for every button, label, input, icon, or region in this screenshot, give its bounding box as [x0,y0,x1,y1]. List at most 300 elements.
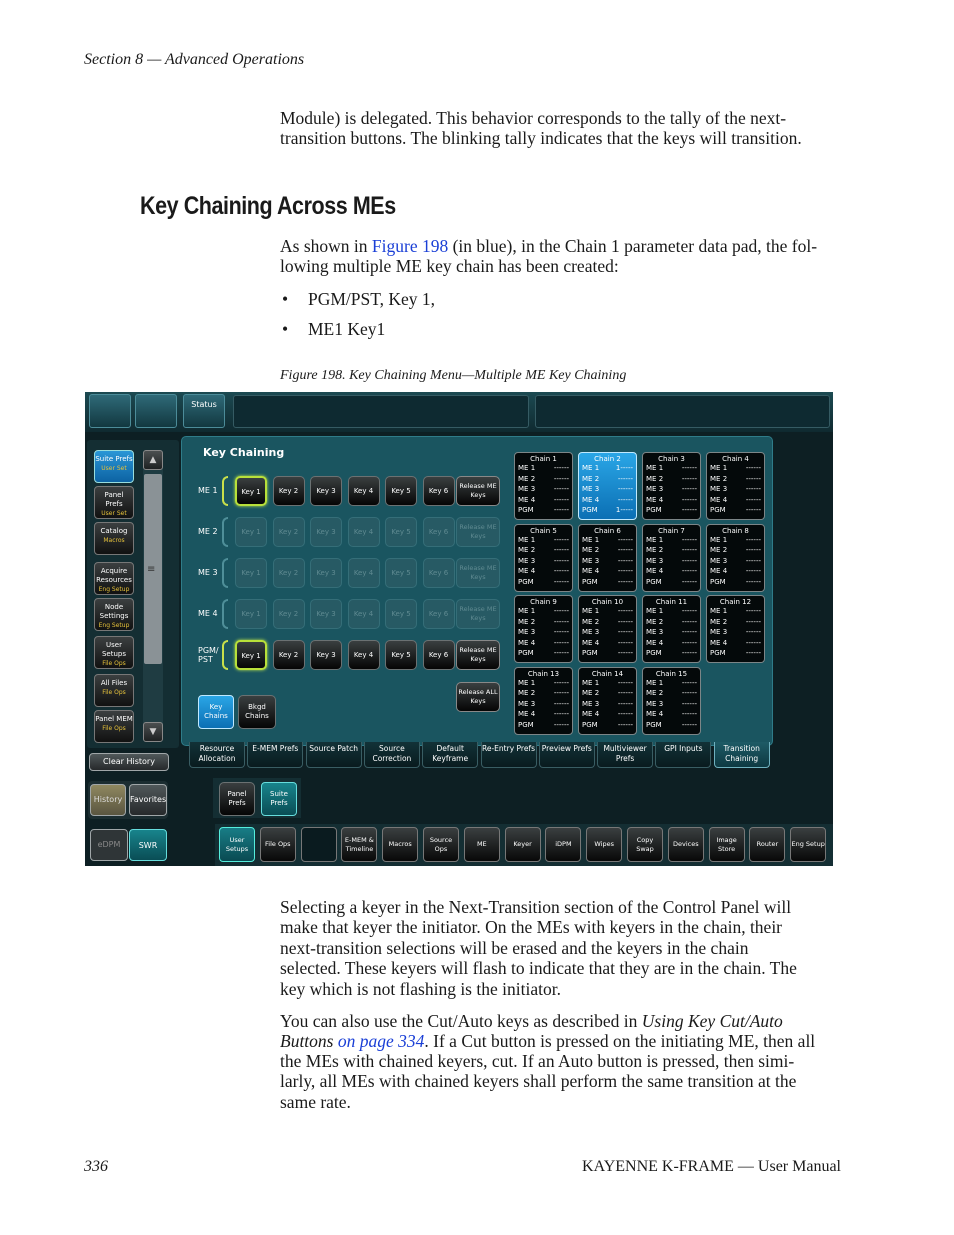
settings-tab[interactable]: GPI Inputs [655,742,711,768]
chain-row-value: ------ [745,556,761,565]
chain-row-label: ME 1 [646,535,664,544]
history-button-4[interactable] [94,562,134,595]
chain-row [518,699,569,710]
chain-row-label: ME 3 [646,699,664,708]
key-button[interactable]: Key 2 [273,599,305,629]
key-chains-button[interactable]: Key Chains [198,695,234,729]
chain-title: Chain 11 [655,598,688,606]
chain-row-value: ------ [617,535,633,544]
bottom-button[interactable]: Keyer [505,827,541,862]
chain-row [518,688,569,699]
chain-row-value: ------ [745,628,761,636]
key-button[interactable]: Key 4 [348,517,380,547]
key-button[interactable]: Key 3 [310,517,342,547]
chain-pad[interactable] [706,524,765,592]
chain-title: Chain 13 [527,669,560,678]
chain-row-label: PGM [710,577,726,586]
settings-tab[interactable]: Multiviewer Prefs [597,742,653,768]
chain-title: Chain 4 [722,455,749,463]
chain-title: Chain 15 [655,669,688,678]
chain-title: Chain 14 [591,669,624,678]
chain-row-value: ------ [745,617,761,626]
key-button[interactable]: Key 6 [423,476,455,506]
chain-row-value: ------ [681,546,697,554]
footer-page-number: 336 [84,1158,108,1175]
chain-title: Chain 5 [530,526,557,535]
key-button[interactable]: Key 5 [385,640,417,670]
chain-row-value: ------ [617,474,633,483]
key-button[interactable]: Key 3 [310,599,342,629]
chain-row-value: ------ [681,689,697,697]
grip-icon: ≡ [147,564,156,575]
chain-row-label: ME 3 [646,485,664,493]
chain-row-value: ------ [617,678,633,687]
chain-row-value: ------ [553,699,569,708]
para3-l1-pre: You can also use the Cut/Auto keys as described in [280,1011,642,1031]
bullet-1: PGM/PST, Key 1, [308,289,436,309]
chain-pad[interactable] [578,595,637,663]
history-button-8[interactable] [94,710,134,743]
para3-line: the MEs with chained keyers, cut. If an Auto button is pressed, then simi- [280,1051,795,1071]
chain-pad[interactable] [706,452,765,520]
chain-row [646,474,697,485]
bottom-button[interactable]: Router [749,827,785,862]
para2-line: key which is not flashing is the initiator. [280,978,561,999]
chain-row-label: ME 2 [582,546,600,554]
chain-row-label: PGM [646,577,662,586]
chain-pad[interactable] [514,595,573,663]
key-button[interactable]: Key 3 [310,558,342,588]
chain-row-label: PGM [582,720,598,729]
bottom-button[interactable]: iDPM [545,827,581,862]
chain-row-label: ME 3 [710,556,728,565]
chain-row [646,709,697,720]
bkgd-chains-button[interactable]: Bkgd Chains [238,695,276,729]
release-me-keys-button[interactable]: Release ME Keys [456,517,500,547]
chain-pad[interactable] [514,667,573,735]
chain-row-value: ------ [745,464,761,472]
bottom-button[interactable]: Eng Setup [790,827,826,862]
top-button-2[interactable] [135,394,177,428]
chain-row [518,545,569,556]
settings-tab[interactable]: Transition Chaining [714,742,770,768]
history-button-label: Catalog [100,527,128,535]
chain-row-value: ------ [553,506,569,514]
chain-row-label: ME 1 [518,678,536,687]
chain-row [710,495,761,506]
history-button-sub: Eng Setup [98,586,130,593]
chain-row-label: ME 4 [518,567,536,575]
chain-row-label: ME 2 [518,617,536,626]
chain-row-value: ------ [745,535,761,544]
key-button[interactable]: Key 2 [273,476,305,506]
chain-row-value: ------ [681,535,697,544]
history-button-sub: Macros [103,537,125,544]
key-button[interactable]: Key 1 [235,476,267,506]
chain-row-value: ------ [553,649,569,657]
chain-row-label: PGM [710,649,726,657]
top-panel-right [535,395,830,428]
chain-row-value: ------ [553,495,569,504]
settings-tab[interactable]: Re-Entry Prefs [481,742,537,768]
key-button[interactable]: Key 6 [423,558,455,588]
figure-caption: Figure 198. Key Chaining Menu—Multiple ME Key Chaining [280,368,627,383]
chain-row-value: ------ [617,699,633,708]
chain-pad[interactable] [706,595,765,663]
bottom-button[interactable]: Source Ops [423,827,459,862]
chain-row-value: ------ [745,485,761,493]
chain-row-value: ------ [681,628,697,636]
chain-row-label: ME 2 [646,617,664,626]
key-button[interactable]: Key 3 [310,640,342,670]
chain-row-label: ME 4 [518,710,536,718]
chain-title: Chain 7 [658,526,685,535]
chain-row [518,484,569,495]
chain-pad[interactable] [578,667,637,735]
chain-row-label: ME 1 [646,678,664,687]
chain-row-value: ------ [681,577,697,586]
chain-row-label: ME 2 [710,617,728,626]
chain-title: Chain 1 [530,455,557,463]
chain-row-label: ME 2 [646,689,664,697]
para3-line: same rate. [280,1091,351,1112]
chain-row-label: PGM [710,506,726,514]
chain-row [646,699,697,710]
bottom-button[interactable]: Macros [382,827,418,862]
chain-row [582,535,633,546]
key-button[interactable]: Key 1 [235,517,267,547]
status-button[interactable]: Status [183,394,225,428]
chain-row-label: ME 3 [582,556,600,565]
chain-row-value: ------ [617,567,633,575]
release-me-keys-button[interactable]: Release ME Keys [456,640,500,670]
key-button[interactable]: Key 2 [273,558,305,588]
chain-row-value: 1----- [615,506,633,514]
top-button-1[interactable] [89,394,131,428]
chain-row-label: ME 4 [710,495,728,504]
chain-row [518,627,569,638]
chain-row-value: ------ [553,720,569,729]
key-button[interactable]: Key 6 [423,640,455,670]
chain-row-label: ME 4 [582,495,600,504]
bottom-button[interactable]: File Ops [260,827,296,862]
chain-row [582,709,633,720]
bottom-button[interactable]: Wipes [586,827,622,862]
chain-row-value: ------ [553,474,569,483]
chain-row [582,617,633,628]
chain-row [646,484,697,495]
chain-row-value: ------ [681,495,697,504]
section-heading: Key Chaining Across MEs [140,192,396,220]
chain-row-value: ------ [617,617,633,626]
bottom-button[interactable]: User Setups [219,827,255,862]
chain-row [582,688,633,699]
chain-row-label: ME 1 [518,464,536,472]
chain-row-value: ------ [617,485,633,493]
bottom-button[interactable]: Devices [668,827,704,862]
history-button-7[interactable] [94,674,134,707]
chain-row-label: PGM [646,506,662,514]
chain-row-label: ME 3 [582,485,600,493]
history-button-sub: User Set [101,465,127,472]
para3-l2-post: . If a Cut button is pressed on the initiating ME, then all [424,1031,816,1051]
suite-prefs-button[interactable]: Suite Prefs [261,782,297,816]
history-button-1[interactable] [94,450,134,483]
settings-tab[interactable]: Resource Allocation [189,742,245,768]
chain-row-value: ------ [617,577,633,586]
chain-row-value: ------ [553,617,569,626]
chain-row [518,495,569,506]
chain-row-value: ------ [681,678,697,687]
me-row-bracket [222,476,228,506]
chain-row [582,577,633,588]
key-chaining-screenshot [85,392,833,866]
chain-row-label: ME 4 [646,710,664,718]
key-button[interactable]: Key 3 [310,476,342,506]
para2-line: selected. These keyers will flash to indicate that they are in the chain. The [280,958,797,979]
chain-pad[interactable] [514,524,573,592]
history-button-label: Suite Prefs [95,455,133,463]
chain-row-value: ------ [617,546,633,554]
chain-row [710,627,761,638]
chain-pad[interactable] [578,452,637,520]
chain-row [710,577,761,588]
bottom-button[interactable]: Copy Swap [627,827,663,862]
chain-row [646,648,697,659]
chain-row [646,638,697,649]
key-button[interactable]: Key 1 [235,599,267,629]
chain-row-label: ME 3 [646,628,664,636]
me-row-bracket [222,558,228,588]
chain-row [710,474,761,485]
chain-row-label: ME 3 [518,628,536,636]
chain-pad[interactable] [578,524,637,592]
chain-row [518,606,569,617]
history-button-sub: Eng Setup [98,622,130,629]
key-button[interactable]: Key 2 [273,517,305,547]
chain-row [518,617,569,628]
para2-line: next-transition selections will be erased and the keyers in the chain [280,937,749,958]
key-button[interactable]: Key 5 [385,599,417,629]
chain-row-value: ------ [745,607,761,615]
chain-row [582,699,633,710]
key-button[interactable]: Key 6 [423,599,455,629]
chain-row [646,627,697,638]
chain-row-value: ------ [553,535,569,544]
chain-row-label: ME 2 [518,689,536,697]
bottom-button[interactable]: Image Store [709,827,745,862]
chain-row-value: ------ [553,556,569,565]
key-button[interactable]: Key 1 [235,558,267,588]
chain-row [518,535,569,546]
chain-row [646,566,697,577]
history-button-sub: File Ops [102,689,126,696]
chain-row [646,688,697,699]
figure-link[interactable]: Figure 198 [371,236,449,256]
chain-row-label: PGM [582,506,598,514]
chain-row-label: ME 1 [710,535,728,544]
chain-row-value: ------ [617,638,633,647]
settings-tab[interactable]: Source Patch [306,742,362,768]
key-button[interactable]: Key 6 [423,517,455,547]
chain-row-label: PGM [646,649,662,657]
para3-line: larly, all MEs with chained keyers shall perform the same transition at the [280,1071,797,1092]
chain-row [710,566,761,577]
key-button[interactable]: Key 5 [385,517,417,547]
settings-tab[interactable]: Source Correction [364,742,420,768]
key-button[interactable]: Key 4 [348,599,380,629]
bottom-button[interactable] [301,827,337,862]
chain-row-label: ME 1 [582,464,600,472]
chain-pad[interactable] [514,452,573,520]
history-button-label: All Files [100,679,128,687]
release-me-keys-button[interactable]: Release ME Keys [456,558,500,588]
history-button[interactable]: History [90,784,126,816]
chain-row [710,617,761,628]
chain-pad[interactable] [642,595,701,663]
chain-row-value: ------ [553,678,569,687]
chain-row-label: ME 3 [518,699,536,708]
swr-button[interactable]: SWR [129,829,167,861]
chain-row [582,463,633,474]
chain-row [646,577,697,588]
release-me-keys-button[interactable]: Release ME Keys [456,476,500,506]
para3-line2 [280,1031,815,1052]
clear-history-button[interactable]: Clear History [89,753,169,771]
chain-row [710,648,761,659]
chain-title: Chain 3 [658,455,685,463]
key-button[interactable]: Key 4 [348,640,380,670]
settings-tab[interactable]: Default Keyframe [422,742,478,768]
chain-row-value: ------ [553,546,569,554]
key-button[interactable]: Key 4 [348,476,380,506]
key-button[interactable]: Key 5 [385,476,417,506]
chain-row [518,566,569,577]
chain-row-label: PGM [582,649,598,657]
bottom-button[interactable]: E-MEM & Timeline [341,827,377,862]
chain-row-value: ------ [553,485,569,493]
panel-title: Key Chaining [203,446,285,459]
chain-row-label: ME 4 [710,567,728,575]
chain-row-label: ME 1 [582,535,600,544]
key-button[interactable]: Key 1 [235,640,267,670]
edpm-button[interactable]: eDPM [90,829,128,861]
key-button[interactable]: Key 5 [385,558,417,588]
chain-row-label: PGM [646,720,662,729]
chain-row-value: ------ [681,464,697,472]
chain-row-value: ------ [617,628,633,636]
chain-row-label: PGM [518,577,534,586]
chain-row-label: ME 4 [582,710,600,718]
bullet-dot-1: • [282,289,289,309]
history-button-6[interactable] [94,636,134,669]
page-header: Section 8 — Advanced Operations [84,51,305,68]
chain-row [518,720,569,731]
chain-row-label: PGM [518,720,534,729]
chain-pad[interactable] [642,452,701,520]
history-button-label: Panel Prefs [104,491,124,508]
chain-row-label: ME 3 [518,556,536,565]
chain-row-label: ME 1 [710,607,728,615]
history-button-3[interactable] [94,522,134,555]
release-all-keys-button[interactable]: Release ALL Keys [456,682,500,712]
chain-row [582,495,633,506]
chain-row-value: ------ [681,699,697,708]
chain-title: Chain 6 [594,526,621,535]
history-button-label: Node Settings [99,603,129,620]
chain-row-label: ME 3 [582,628,600,636]
chain-row [710,606,761,617]
chain-row [582,648,633,659]
chain-row [518,474,569,485]
chain-row-label: ME 3 [710,485,728,493]
chain-row-label: ME 2 [710,546,728,554]
chain-row-value: ------ [681,607,697,615]
chain-title: Chain 10 [591,598,624,606]
para3-line1 [280,1011,783,1032]
favorites-button[interactable]: Favorites [129,784,167,816]
chain-row [646,606,697,617]
chain-row [518,463,569,474]
chain-row-value: ------ [681,720,697,729]
chain-row [710,556,761,567]
chain-row-label: ME 1 [646,464,664,472]
settings-tab[interactable]: E-MEM Prefs [247,742,303,768]
me-row-label: ME 1 [198,486,218,495]
page-link[interactable]: on page 334 [333,1031,425,1051]
chain-row-label: ME 4 [518,495,536,504]
history-button-2[interactable] [94,486,134,519]
chain-row-value: ------ [617,556,633,565]
scroll-down-icon[interactable]: ▼ [143,722,163,742]
panel-prefs-button[interactable]: Panel Prefs [219,782,255,816]
chain-row [582,474,633,485]
chain-row-value: ------ [553,628,569,636]
intro-line-1: Module) is delegated. This behavior corresponds to the tally of the next- [280,108,787,128]
chain-row [518,678,569,689]
history-button-5[interactable] [94,598,134,631]
chain-row [582,545,633,556]
chain-row-label: ME 4 [582,567,600,575]
key-button[interactable]: Key 2 [273,640,305,670]
chain-row-value: ------ [553,607,569,615]
settings-tab[interactable]: Preview Prefs [539,742,595,768]
chain-row [646,545,697,556]
para3-l1-italic: Using Key Cut/Auto [641,1011,783,1031]
release-me-keys-button[interactable]: Release ME Keys [456,599,500,629]
chain-pad[interactable] [642,667,701,735]
chain-title: Chain 12 [719,598,752,606]
history-button-label: Panel MEM [95,715,133,723]
key-button[interactable]: Key 4 [348,558,380,588]
scroll-up-icon[interactable]: ▲ [143,450,163,470]
chain-row [582,505,633,516]
chain-row-value: ------ [617,720,633,729]
chain-row-label: ME 1 [710,464,728,472]
chain-pad[interactable] [642,524,701,592]
chain-row-value: ------ [745,567,761,575]
chain-row-value: ------ [617,689,633,697]
chain-row-label: ME 4 [582,638,600,647]
chain-row [646,535,697,546]
chain-row-label: ME 4 [710,638,728,647]
chain-row [710,463,761,474]
history-button-label: Acquire Resources [96,567,132,584]
me-row-label: ME 2 [198,527,218,536]
bottom-button[interactable]: ME [464,827,500,862]
chain-row-label: ME 3 [518,485,536,493]
chain-row-label: ME 1 [582,678,600,687]
